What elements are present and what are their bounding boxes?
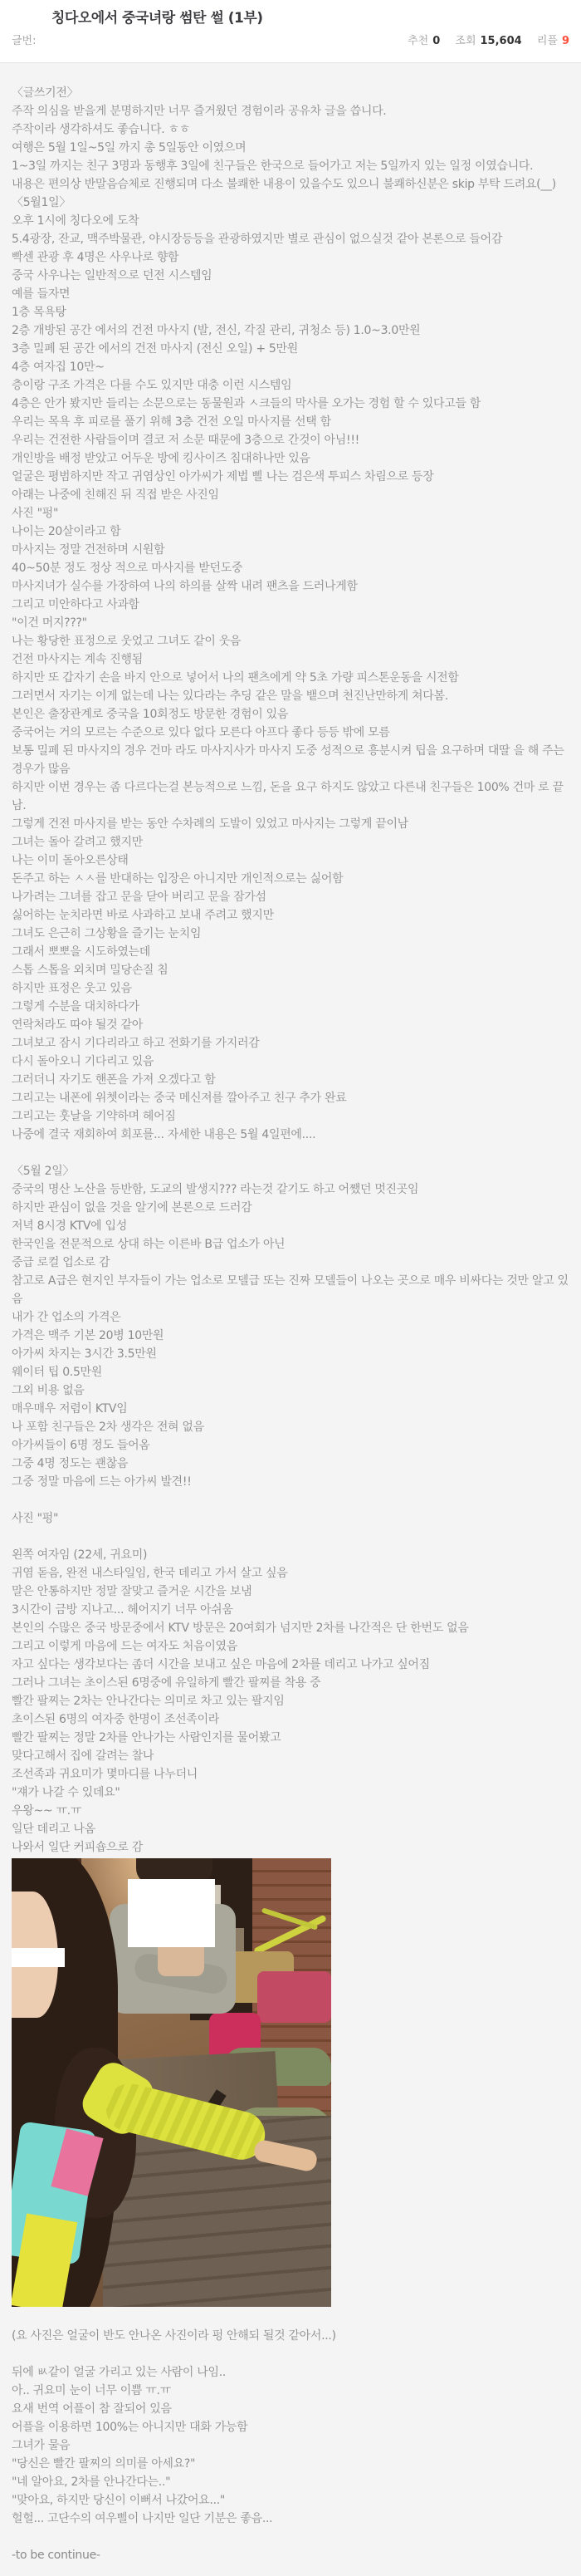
post-line: 〈5월1일〉 — [12, 196, 71, 209]
upvote-count: 0 — [432, 35, 441, 47]
post-line: 그리고는 내폰에 위쳇이라는 중국 메신져를 깔아주고 친구 추가 완료 — [12, 1092, 347, 1105]
photo-red-cushion — [257, 1971, 331, 2023]
post-body — [0, 63, 581, 2576]
post-line: 그녀는 돌아 갈려고 했지만 — [12, 836, 143, 849]
post-line: 5.4광장, 잔교, 맥주박물관, 야시장등등을 관광하였지만 별로 관심이 없으실것 같아 본론으로 들어감 — [12, 233, 503, 246]
post-line: 〈5월 2일〉 — [12, 1165, 75, 1178]
post-line: 중급 로컬 업소로 감 — [12, 1256, 110, 1269]
post-line: 참고로 A급은 현지인 부자들이 가는 업소로 모델급 또는 진짜 모델들이 나오는 곳으로 매우 비싸다는 것만 알고 있음 — [12, 1274, 569, 1306]
post-line: 그리고는 훗날을 기약하며 헤어짐 — [12, 1110, 176, 1123]
reply-label: 리플 — [536, 35, 558, 47]
post-line: 여행은 5월 1일~5일 까지 총 5일동안 이였으며 — [12, 141, 247, 155]
post-line: 하지만 관심이 없을 것을 알기에 본론으로 드러감 — [12, 1201, 252, 1214]
post-line: 그녀가 물음 — [12, 2439, 71, 2452]
post-line: 그외 비용 없음 — [12, 1384, 85, 1397]
post-line: 그렇게 수분을 대치하다가 — [12, 1000, 139, 1013]
post-line: 중국 사우나는 일반적으로 던전 시스템임 — [12, 269, 212, 282]
post-line: 나이는 20살이라고 함 — [12, 525, 121, 538]
post-line: 그녀보고 잠시 기다리라고 하고 전화기를 가지러감 — [12, 1037, 260, 1050]
post-line: 자고 싶다는 생각보다는 좀더 시간을 보내고 싶은 마음에 2차를 데리고 나가고 싶어짐 — [12, 1658, 430, 1671]
post-line: 하지만 이번 경우는 좀 다르다는걸 본능적으로 느낌, 돈을 요구 하지도 않았고 다른내 친구들은 100% 건마 로 끝남. — [12, 781, 564, 812]
post-line: 어플을 이용하면 100%는 아니지만 대화 가능함 — [12, 2421, 248, 2434]
post-line: 그래서 뽀뽀을 시도하였는데 — [12, 945, 150, 959]
post-line — [12, 2309, 569, 2327]
post-line: 예를 들자면 — [12, 287, 71, 301]
post-line: 본인은 출장관계로 중국을 10회정도 방문한 경험이 있음 — [12, 708, 289, 721]
reply-count[interactable]: 9 — [561, 35, 569, 47]
post-line: 연락처라도 따야 될것 같아 — [12, 1018, 143, 1032]
post-line: 마사지녀가 실수를 가장하여 나의 하의를 살짝 내려 팬츠을 드러나게함 — [12, 580, 358, 593]
view-label: 조회 — [455, 35, 476, 47]
post-line: 돈주고 하는 ㅅㅅ를 반대하는 입장은 아니지만 개인적으로는 싫어함 — [12, 872, 344, 886]
post-line: 〈글쓰기전〉 — [12, 86, 79, 100]
post-line: 본인의 수많은 중국 방문중에서 KTV 방문은 20여회가 넘지만 2차를 나간적은 단 한번도 없음 — [12, 1622, 469, 1635]
post-line: 아래는 나중에 친해진 뒤 직접 받은 사진임 — [12, 488, 219, 502]
post-line: 아가씨 차지는 3시간 3.5만원 — [12, 1347, 157, 1361]
post-line: 나는 이미 돌아오른상태 — [12, 854, 129, 867]
post-meta-row — [12, 32, 569, 47]
post-line — [12, 1491, 569, 1509]
post-line: 2층 개방된 공간 에서의 건전 마사지 (발, 전신, 각질 관리, 귀청소 등) 1.0~3.0만원 — [12, 324, 421, 337]
post-line: 요새 번역 어플이 참 잘되어 있음 — [12, 2402, 172, 2416]
post-line: 말은 안통하지만 정말 잘맞고 즐거운 시간을 보냄 — [12, 1585, 252, 1598]
post-line: 헐헐... 고단수의 여우삘이 나지만 일단 기분은 좋음... — [12, 2512, 273, 2525]
post-line: 층이랑 구조 가격은 다를 수도 있지만 대충 이런 시스템임 — [12, 379, 292, 392]
post-line: 보통 밀폐 된 마사지의 경우 건마 라도 마사지사가 마사지 도중 성적으로 흥분시켜 팁을 요구하며 대딸 을 해 주는 경우가 많음 — [12, 744, 564, 776]
post-line: 주작이라 생각하셔도 좋습니다. ㅎㅎ — [12, 123, 190, 136]
post-line: 그러면서 자기는 이게 없는데 나는 있다라는 추딩 같은 말을 뱉으며 천진난만하게 쳐다봄. — [12, 689, 448, 703]
post-line: 나는 황당한 표정으로 웃었고 그녀도 같이 웃음 — [12, 635, 242, 648]
post-line — [12, 1528, 569, 1546]
post-line: 그중 정말 마음에 드는 아가씨 발견!! — [12, 1475, 192, 1489]
post-line: 3시간이 금방 지나고... 헤어지기 너무 아쉬움 — [12, 1603, 233, 1617]
post-line: 빨간 팔찌는 2차는 안나간다는 의미로 차고 있는 팔지임 — [12, 1695, 285, 1708]
post-line: 내가 간 업소의 가격은 — [12, 1311, 121, 1324]
post-line: 주작 의심을 받을게 분명하지만 너무 즐거웠던 경험이라 공유차 글을 씁니다. — [12, 105, 387, 118]
post-line: 건전 마사지는 계속 진행됨 — [12, 653, 143, 666]
post-line: 마사지는 정말 건전하며 시원함 — [12, 543, 165, 557]
post-line: 저녁 8시경 KTV에 입성 — [12, 1219, 127, 1233]
post-line: 스톱 스톱을 외치며 밀당손질 침 — [12, 964, 168, 977]
post-line: 나와서 일단 커피숍으로 감 — [12, 1841, 143, 1854]
post-header — [0, 0, 581, 63]
post-line: 그녀도 은근히 그상황을 즐기는 눈치임 — [12, 927, 202, 940]
post-title: 칭다오에서 중국녀랑 썸탄 썰 (1부) — [51, 10, 263, 27]
view-count: 15,604 — [480, 35, 522, 47]
photo-censor-bar-woman — [12, 1948, 65, 1967]
post-line — [12, 1144, 569, 1162]
post-line: "이건 머지???" — [12, 616, 87, 630]
post-line: 우왕~~ ㅠ.ㅠ — [12, 1804, 82, 1818]
post-line: 3층 밀폐 된 공간 에서의 건전 마사지 (전신 오일) + 5만원 — [12, 342, 298, 356]
post-line: 나 포함 친구들은 2차 생각은 전혀 없음 — [12, 1420, 204, 1434]
post-line: 나중에 결국 재회하여 회포를... 자세한 내용은 5월 4일편에.... — [12, 1128, 316, 1141]
photo-attachment[interactable] — [12, 1858, 331, 2307]
post-body-bottom — [12, 2309, 569, 2564]
post-line: 내용은 편의상 반말음슴체로 진행되며 다소 불쾌한 내용이 있을수도 있으니 불쾌하신분은 skip 부탁 드려요(__) — [12, 178, 556, 191]
post-line: 그리고 이렇게 마음에 드는 여자도 처음이였음 — [12, 1640, 238, 1653]
post-line: 아가씨들이 6명 정도 들어옴 — [12, 1439, 150, 1452]
post-line: 귀염 돋음, 완전 내스타일임, 한국 데리고 가서 살고 싶음 — [12, 1567, 288, 1580]
post-line: 빡센 관광 후 4명은 사우나로 향함 — [12, 251, 179, 264]
post-line: 빨간 팔찌는 정말 2차를 안나가는 사람인지를 물어봤고 — [12, 1731, 281, 1744]
post-stats — [396, 32, 569, 47]
post-line: 4층 여자집 10만~ — [12, 361, 105, 374]
post-line: 다시 돌아오니 기다리고 있음 — [12, 1055, 154, 1068]
post-line: -to be continue- — [12, 2549, 100, 2562]
post-line: 개인방을 배정 받았고 어두운 방에 킹사이즈 침대하나만 있음 — [12, 452, 310, 465]
post-line: 얼굴은 평범하지만 작고 귀염상인 아가씨가 제법 삘 나는 검은색 투피스 차림으로 등장 — [12, 470, 434, 483]
post-line: "쟤가 나갈 수 있데요" — [12, 1786, 120, 1799]
post-line: 일단 데리고 나옴 — [12, 1823, 95, 1836]
post-line: 매우매우 저렴이 KTV임 — [12, 1402, 128, 1416]
post-line: "당신은 빨간 팔찌의 의미를 아세요?" — [12, 2457, 196, 2471]
post-line: 싫어하는 눈치라면 바로 사과하고 보내 주려고 했지만 — [12, 909, 274, 922]
post-line: 중국어는 거의 모르는 수준으로 있다 없다 모른다 아프다 좋다 등등 밖에 모름 — [12, 726, 390, 739]
post-line: 조선족과 귀요미가 몇마디를 나누더니 — [12, 1768, 198, 1781]
post-line: 1~3일 까지는 친구 3명과 동행후 3일에 친구들은 한국으로 들어가고 저는 5일까지 있는 일정 이였습니다. — [12, 159, 534, 173]
post-number-label: 글번: — [12, 35, 37, 47]
post-line: 아.. 귀요미 눈이 너무 이쁨 ㅠ.ㅠ — [12, 2384, 171, 2397]
post-line — [12, 2528, 569, 2546]
post-line — [12, 2345, 569, 2363]
post-line: 그중 4명 정도는 괜찮음 — [12, 1457, 129, 1470]
post-line: 우리는 건전한 사람들이며 결코 저 소문 때문에 3층으로 간것이 아님!!! — [12, 434, 359, 447]
post-line: 우리는 목욕 후 피로를 풀기 위해 3층 건전 오일 마사지를 선택 함 — [12, 415, 331, 429]
post-line: 뒤에 ㅄ같이 얼굴 가리고 있는 사람이 나임.. — [12, 2366, 227, 2379]
post-line: 중국의 명산 노산을 등반함, 도교의 발생지??? 라는것 같기도 하고 어쨌던 멋진곳임 — [12, 1183, 419, 1196]
post-line: 하지만 표정은 웃고 있음 — [12, 982, 132, 995]
photo-censor-box-man — [128, 1879, 215, 1947]
post-line: 나가려는 그녀를 잡고 문을 닫아 버리고 문을 잠가섬 — [12, 891, 266, 904]
post-line: 한국인을 전문적으로 상대 하는 이른바 B급 업소가 아닌 — [12, 1238, 286, 1251]
post-line: 하지만 또 갑자기 손을 바지 안으로 넣어서 나의 팬츠에게 약 5초 가량 피스톤운동을 시전함 — [12, 671, 459, 684]
post-line: 그러더니 자기도 핸폰을 가져 오겠다고 함 — [12, 1073, 216, 1087]
post-line: 사진 "펑" — [12, 1512, 59, 1525]
post-line: 그렇게 건전 마사지를 받는 동안 수차례의 도발이 있었고 마사지는 그렇게 끝이남 — [12, 817, 408, 831]
post-line: 4층은 안가 봤지만 들리는 소문으로는 동물원과 ㅅ크들의 막사를 오가는 경험 할 수 있다고들 함 — [12, 397, 481, 410]
post-line: 왼쪽 여자임 (22세, 귀요미) — [12, 1548, 148, 1562]
post-line: 웨이터 팁 0.5만원 — [12, 1366, 103, 1379]
post-line: 그러나 그녀는 초이스된 6명중에 유일하게 빨간 팔찌를 착용 중 — [12, 1676, 321, 1690]
post-line: 사진 "펑" — [12, 507, 59, 520]
post-line: "네 알아요, 2차를 안나간다는.." — [12, 2475, 171, 2489]
post-line: 1층 목욕탕 — [12, 306, 66, 319]
post-line: 초이스된 6명의 여자중 한명이 조선족이라 — [12, 1713, 220, 1726]
post-line: 40~50분 정도 정상 적으로 마사지를 받던도중 — [12, 562, 243, 575]
post-line: 오후 1시에 칭다오에 도착 — [12, 214, 139, 228]
post-line: "맞아요, 하지만 당신이 이뻐서 나갔어요..." — [12, 2494, 226, 2507]
post-line: 맞다고해서 집에 갈려는 찰나 — [12, 1749, 154, 1763]
post-body-top — [12, 84, 569, 1857]
post-line: (요 사진은 얼굴이 반도 안나온 사진이라 펑 안해되 될것 같아서...) — [12, 2329, 336, 2343]
post-line: 그리고 미안하다고 사과함 — [12, 598, 139, 611]
post-line: 가격은 맥주 기본 20병 10만원 — [12, 1329, 164, 1342]
upvote-label: 추천 — [408, 35, 429, 47]
